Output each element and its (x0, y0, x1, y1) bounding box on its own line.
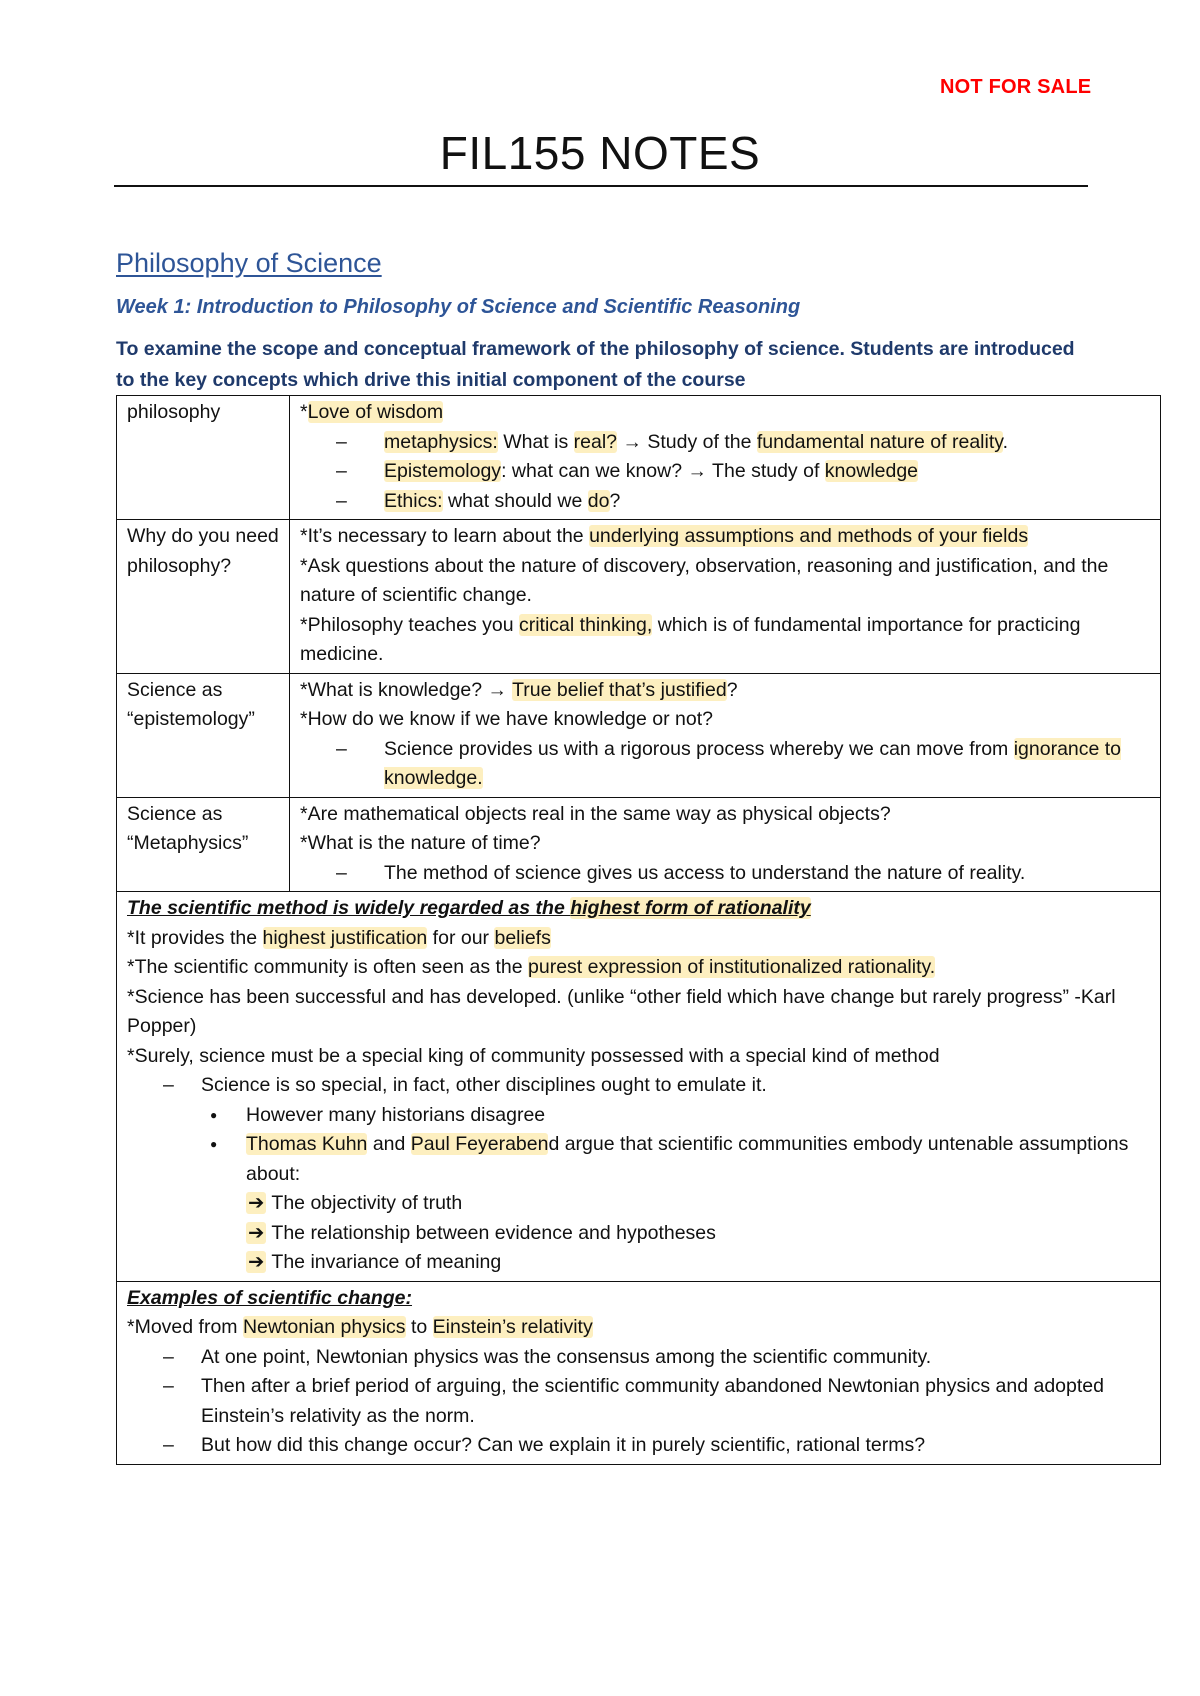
definition-line (300, 398, 1150, 428)
term-cell: philosophy (117, 396, 290, 520)
list-item: ● However many historians disagree (127, 1101, 1150, 1131)
text: The objectivity of truth (271, 1192, 463, 1214)
definition-line (127, 953, 1150, 983)
method-heading (127, 894, 1150, 924)
highlight: Einstein’s relativity (432, 1316, 593, 1338)
text: *It provides the (127, 926, 263, 949)
not-for-sale-watermark: NOT FOR SALE (940, 76, 1092, 98)
text: *Philosophy teaches you (300, 613, 519, 636)
highlight: fundamental nature of reality (756, 430, 1003, 453)
term-cell: Science as “Metaphysics” (117, 797, 290, 892)
list-item: – But how did this change occur? Can we explain it in purely scientific, rational terms? (127, 1431, 1150, 1461)
highlight: Paul Feyeraben (410, 1133, 549, 1155)
bullet-list (127, 1101, 1150, 1190)
change-heading: Examples of scientific change: (127, 1286, 413, 1309)
text: which is of fundamental importance for practicing medicine. (300, 613, 1081, 665)
list-item (300, 487, 1150, 517)
document-title: FIL155 NOTES (439, 127, 761, 179)
highlight: metaphysics: (384, 430, 498, 453)
definition-cell (290, 520, 1161, 674)
list-item (127, 1189, 1150, 1219)
method-block (117, 892, 1161, 1282)
text: *The scientific community is often seen as the (127, 956, 529, 978)
text: → Study of the (617, 430, 757, 453)
list-item: – The method of science gives us access to understand the nature of reality. (300, 859, 1150, 889)
definition-line: *Science has been successful and has developed. (unlike “other field which have change but rarely progress” -Karl Popper) (127, 985, 1116, 1037)
definition-cell (290, 673, 1161, 797)
text: The invariance of meaning (271, 1251, 502, 1273)
highlight: highest justification (262, 926, 428, 949)
highlight: beliefs (494, 926, 551, 949)
definition-cell (290, 797, 1161, 892)
arrow-icon: ➔ (248, 1251, 265, 1273)
text: what should we (442, 489, 588, 512)
list-item (300, 735, 1150, 794)
definition-line: *What is the nature of time? (300, 832, 541, 854)
definition-line: *Ask questions about the nature of discovery, observation, reasoning and justification, and the nature of scientific change. (300, 554, 1109, 606)
list-item (127, 1248, 1150, 1278)
text: for our (427, 926, 495, 949)
text: *What is knowledge? → (300, 678, 513, 701)
highlight: Love of wisdom (307, 401, 444, 423)
definition-line (127, 1313, 1150, 1343)
highlight: purest expression of institutionalized rationality. (528, 956, 936, 978)
table-row (117, 673, 1161, 797)
list-item (127, 1219, 1150, 1249)
definition-cell (290, 396, 1161, 520)
intro-paragraph: To examine the scope and conceptual framework of the philosophy of science. Students are introduced to the key concepts which drive this initial component of the course (116, 338, 1075, 391)
definition-line (300, 611, 1150, 670)
text: and (367, 1133, 411, 1155)
list-item (300, 428, 1150, 458)
highlight: Thomas Kuhn (246, 1133, 368, 1155)
notes-table (116, 395, 1161, 1465)
definition-line: *How do we know if we have knowledge or not? (300, 708, 713, 730)
arrow-list (127, 1189, 1150, 1278)
list-item: – Then after a brief period of arguing, the scientific community abandoned Newtonian physics and adopted Einstein’s relativity as the norm. (127, 1372, 1150, 1431)
table-row (117, 892, 1161, 1282)
highlight: underlying assumptions and methods of your fields (589, 525, 1029, 547)
text: What is (497, 430, 574, 453)
highlight: real? (573, 430, 618, 453)
text: Science provides us with a rigorous process whereby we can move from (384, 737, 1014, 760)
text: *It’s necessary to learn about the (300, 525, 590, 547)
text: The relationship between evidence and hypotheses (271, 1221, 716, 1244)
highlight: knowledge (824, 460, 919, 482)
text: . (1002, 430, 1008, 453)
list-item (300, 457, 1150, 487)
table-row (117, 520, 1161, 674)
term-cell: Why do you need philosophy? (117, 520, 290, 674)
highlight: ignorance to knowledge. (384, 737, 1122, 789)
list-item: – At one point, Newtonian physics was the consensus among the scientific community. (127, 1343, 1150, 1373)
text: ? (609, 489, 621, 512)
table-row (117, 396, 1161, 520)
dash-list (300, 735, 1150, 794)
table-row (117, 797, 1161, 892)
highlight: Newtonian physics (242, 1316, 406, 1338)
dash-list (300, 428, 1150, 517)
highlight: True belief that’s justified (512, 678, 727, 701)
text: *Moved from (127, 1316, 243, 1338)
list-item: – Science is so special, in fact, other disciplines ought to emulate it. (127, 1071, 1150, 1101)
definition-line (127, 924, 1150, 954)
text: ? (726, 678, 738, 701)
section-title: Philosophy of Science (116, 248, 382, 278)
definition-line: *Surely, science must be a special king of community possessed with a special kind of method (127, 1044, 940, 1067)
dash-list (127, 1343, 1150, 1461)
list-item (127, 1130, 1150, 1189)
definition-line (300, 522, 1150, 552)
text: The scientific method is widely regarded as the (127, 897, 571, 919)
week-title: Week 1: Introduction to Philosophy of Science and Scientific Reasoning (116, 296, 801, 318)
highlight: Epistemology (384, 460, 502, 482)
title-divider (114, 185, 1088, 187)
highlight: highest form of rationality (570, 897, 811, 919)
change-block (117, 1281, 1161, 1464)
dash-list (127, 1071, 1150, 1101)
table-row (117, 1281, 1161, 1464)
highlight: critical thinking, (518, 613, 653, 636)
definition-line: *Are mathematical objects real in the same way as physical objects? (300, 802, 891, 825)
arrow-icon: ➔ (248, 1221, 265, 1244)
dash-list (300, 859, 1150, 889)
highlight: Ethics: (384, 489, 443, 512)
text: * (300, 401, 308, 423)
text: d argue that scientific communities embody untenable assumptions about: (246, 1133, 1129, 1185)
definition-line (300, 676, 1150, 706)
text: to (405, 1316, 433, 1338)
term-cell: Science as “epistemology” (117, 673, 290, 797)
highlight: do (587, 489, 610, 512)
arrow-icon: ➔ (248, 1192, 265, 1214)
text: : what can we know? → The study of (501, 460, 825, 482)
